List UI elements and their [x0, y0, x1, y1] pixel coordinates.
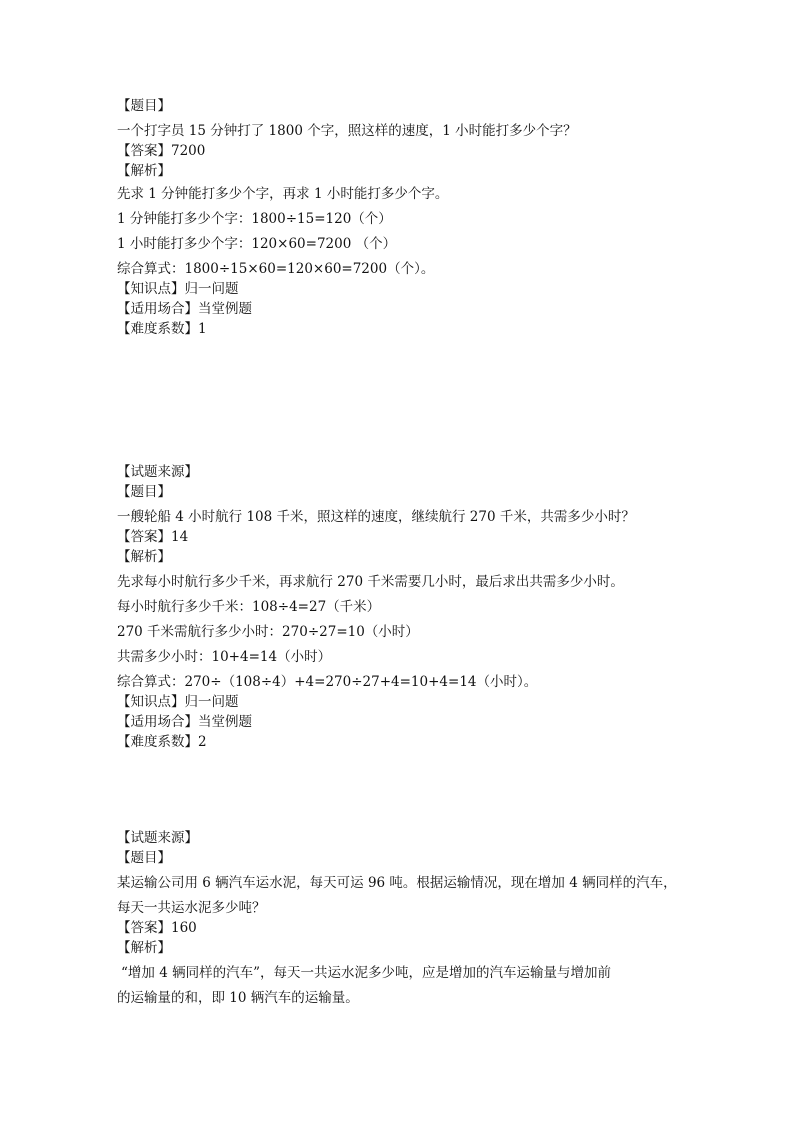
analysis-step: 综合算式：270÷（108÷4）+4=270÷27+4=10+4=14（小时）。	[117, 674, 538, 690]
question-title-tag: 【题目】	[117, 484, 171, 500]
question-text: 一艘轮船 4 小时航行 108 千米，照这样的速度，继续航行 270 千米，共需多少小时？	[117, 509, 635, 525]
difficulty-level: 【难度系数】1	[117, 321, 207, 337]
analysis-step: 先求 1 分钟能打多少个字，再求 1 小时能打多少个字。	[117, 186, 449, 202]
question-block-1	[117, 96, 697, 339]
analysis-tag: 【解析】	[117, 163, 171, 179]
question-source-tag: 【试题来源】	[117, 830, 198, 846]
knowledge-point: 【知识点】归一问题	[117, 694, 239, 710]
analysis-step: 270 千米需航行多少小时：270÷27=10（小时）	[117, 624, 419, 640]
question-block-2	[117, 462, 697, 752]
question-title-tag: 【题目】	[117, 850, 171, 866]
answer-text: 【答案】7200	[117, 143, 206, 159]
analysis-tag: 【解析】	[117, 940, 171, 956]
analysis-text: “增加 4 辆同样的汽车”，每天一共运水泥多少吨，应是增加的汽车运输量与增加前	[121, 965, 611, 981]
applicable-scene: 【适用场合】当堂例题	[117, 301, 252, 317]
difficulty-level: 【难度系数】2	[117, 734, 207, 750]
question-text: 每天一共运水泥多少吨？	[117, 900, 266, 916]
analysis-tag: 【解析】	[117, 549, 171, 565]
analysis-step: 综合算式：1800÷15×60=120×60=7200（个）。	[117, 261, 435, 277]
question-source-tag: 【试题来源】	[117, 464, 198, 480]
analysis-step: 每小时航行多少千米：108÷4=27（千米）	[117, 599, 381, 615]
analysis-step: 1 小时能打多少个字：120×60=7200 （个）	[117, 236, 397, 252]
question-text: 一个打字员 15 分钟打了 1800 个字，照这样的速度，1 小时能打多少个字？	[117, 123, 577, 139]
analysis-step: 1 分钟能打多少个字：1800÷15=120（个）	[117, 211, 392, 227]
answer-text: 【答案】14	[117, 529, 189, 545]
question-text: 某运输公司用 6 辆汽车运水泥，每天可运 96 吨。根据运输情况，现在增加 4 辆同样的汽车，	[117, 875, 677, 891]
analysis-step: 共需多少小时：10+4=14（小时）	[117, 649, 332, 665]
analysis-text: 的运输量的和，即 10 辆汽车的运输量。	[117, 990, 359, 1006]
applicable-scene: 【适用场合】当堂例题	[117, 714, 252, 730]
answer-text: 【答案】160	[117, 920, 197, 936]
question-block-3	[117, 828, 697, 1008]
knowledge-point: 【知识点】归一问题	[117, 281, 239, 297]
analysis-step: 先求每小时航行多少千米，再求航行 270 千米需要几小时，最后求出共需多少小时。	[117, 574, 624, 590]
question-title-tag: 【题目】	[117, 98, 171, 114]
